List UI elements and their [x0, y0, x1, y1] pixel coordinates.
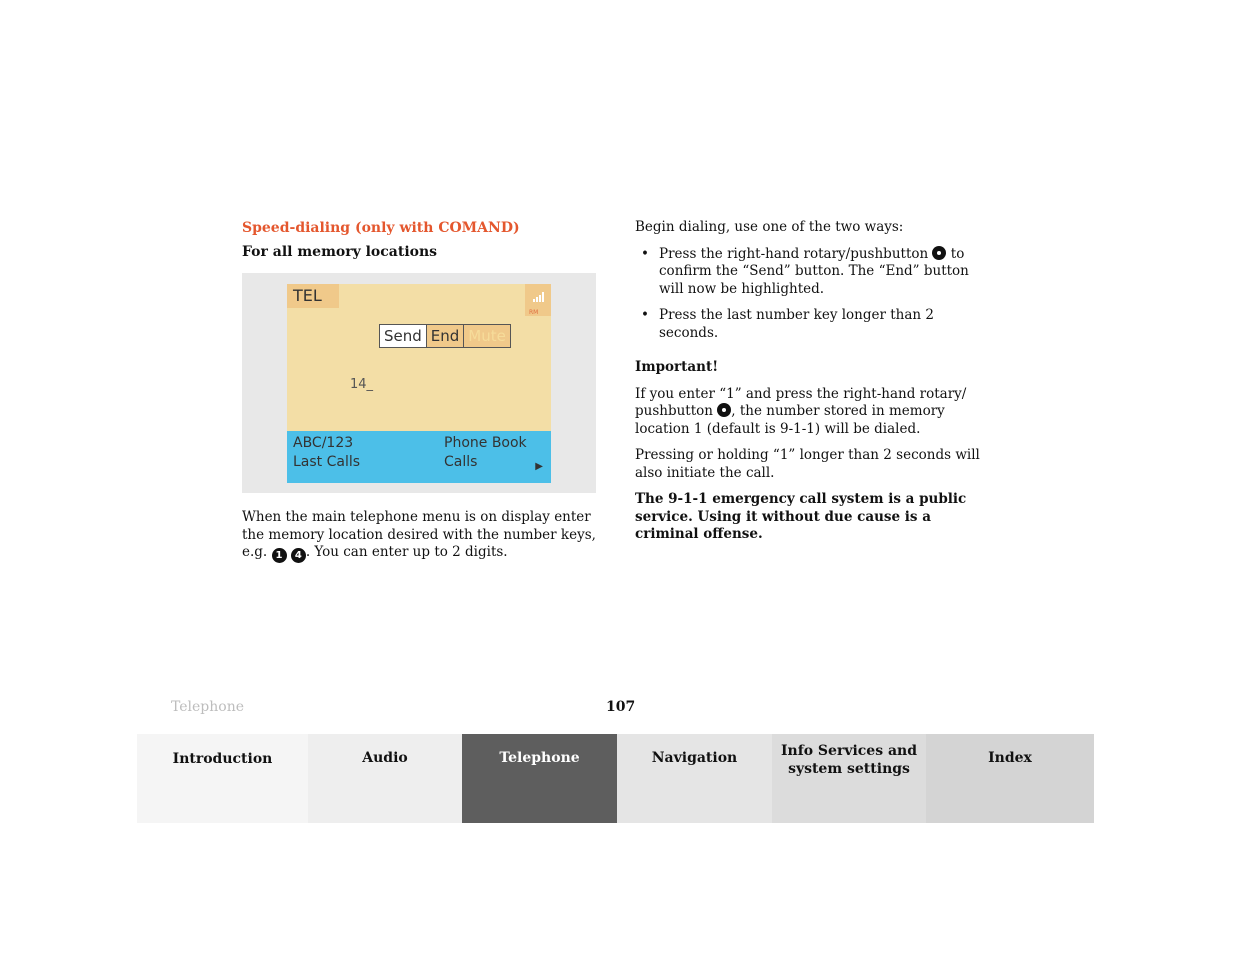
tel-label: TEL: [287, 284, 339, 308]
sub-title: For all memory locations: [242, 244, 438, 260]
tab-audio[interactable]: Audio: [308, 734, 462, 823]
section-title: Speed-dialing (only with COMAND): [242, 220, 520, 236]
mute-button[interactable]: Mute: [464, 325, 510, 347]
tab-introduction[interactable]: Introduction: [137, 734, 308, 823]
dialing-options: [635, 246, 995, 343]
softkey-phone-book[interactable]: Phone Book: [444, 435, 527, 451]
instruction-paragraph: When the main telephone menu is on display enter the memory location desired with the number keys, e.g. 1 4 . You can enter up to 2 digits.: [242, 509, 596, 561]
triangle-right-icon: ▶: [535, 461, 543, 472]
left-column: [242, 219, 602, 563]
rotary-pushbutton-icon: [932, 246, 946, 260]
list-item: • Press the last number key longer than 2 seconds.: [635, 307, 995, 342]
display-illustration: [242, 273, 596, 493]
tab-info-services[interactable]: Info Services and system settings: [772, 734, 926, 823]
soft-key-bar: [287, 431, 551, 483]
comand-screen: [287, 284, 551, 483]
softkey-abc-123[interactable]: ABC/123: [293, 435, 354, 451]
key-4-icon: 4: [291, 548, 306, 563]
important-paragraph-2: Pressing or holding “1” longer than 2 seconds will also initiate the call.: [635, 447, 980, 481]
dialing-intro: Begin dialing, use one of the two ways:: [635, 219, 904, 235]
page-number: 107: [606, 699, 636, 715]
footer-section-label: Telephone: [171, 699, 245, 715]
entered-digits: 14_: [350, 377, 374, 392]
important-heading: Important!: [635, 359, 719, 375]
list-item: • Press the right-hand rotary/pushbutton to confirm the “Send” button. The “End” button will now be highlighted.: [635, 246, 995, 299]
emergency-warning: The 9-1-1 emergency call system is a public service. Using it without due cause is a criminal offense.: [635, 491, 967, 542]
signal-label: RM: [529, 309, 539, 316]
important-paragraph-1: If you enter “1” and press the right-hand rotary/ pushbutton , the number stored in memory location 1 (default is 9-1-1) will be dialed.: [635, 385, 967, 437]
send-button[interactable]: Send: [380, 325, 427, 347]
key-1-icon: 1: [272, 548, 287, 563]
chapter-tab-bar: [137, 734, 1094, 823]
signal-strength-icon: [525, 284, 551, 316]
call-button-group: [379, 324, 511, 348]
end-button[interactable]: End: [427, 325, 465, 347]
rotary-pushbutton-icon: [717, 403, 731, 417]
right-column: [635, 219, 995, 544]
softkey-calls[interactable]: Calls: [444, 454, 478, 470]
tab-index[interactable]: Index: [926, 734, 1094, 823]
tab-telephone[interactable]: Telephone: [462, 734, 617, 823]
tab-navigation[interactable]: Navigation: [617, 734, 772, 823]
softkey-last-calls[interactable]: Last Calls: [293, 454, 361, 470]
